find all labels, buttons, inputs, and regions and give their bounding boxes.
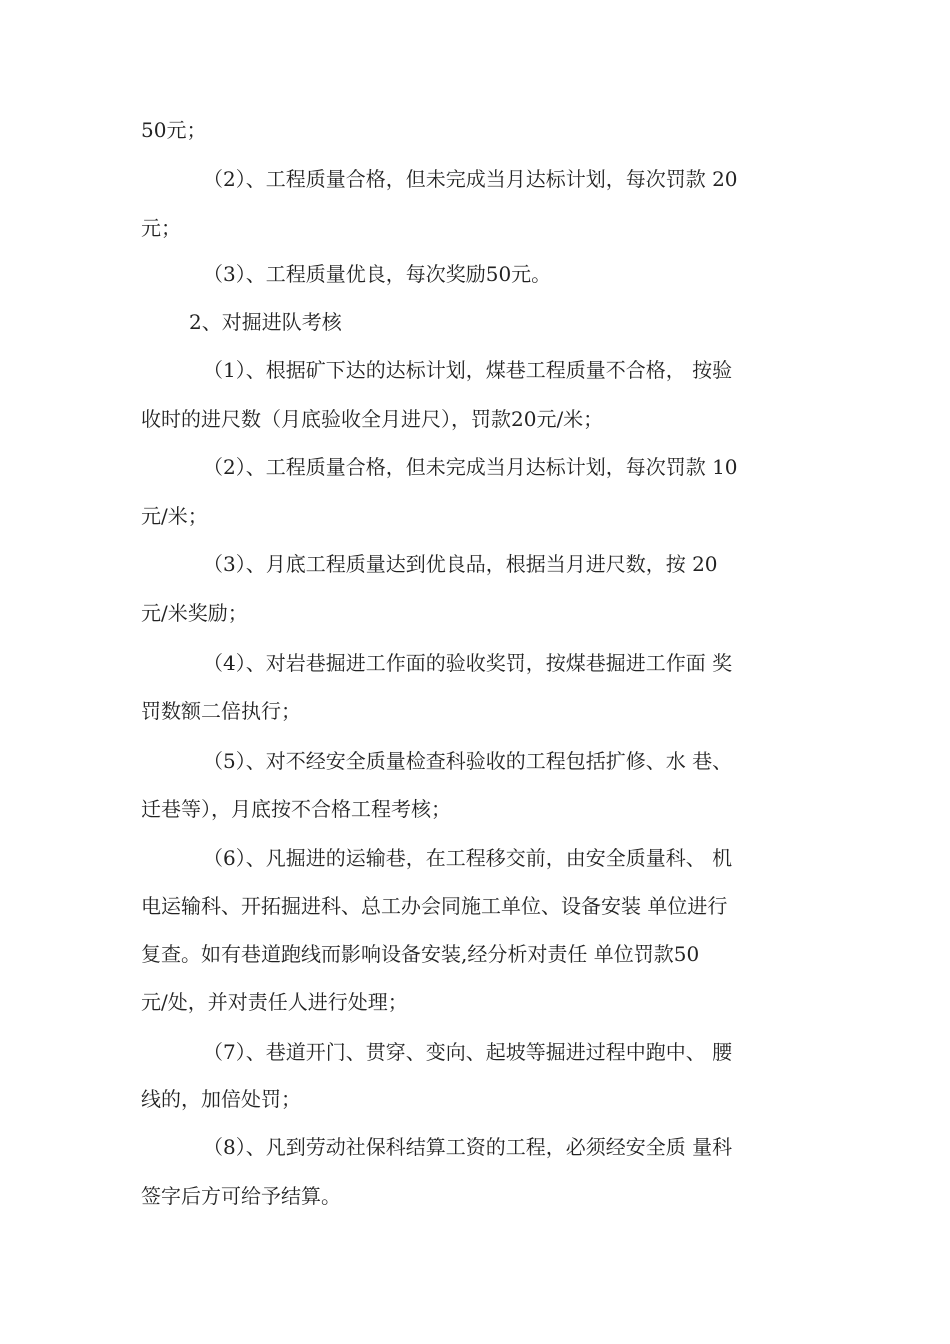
- text-line: （3）、工程质量优良，每次奖励50元。: [203, 262, 552, 286]
- text-line: （1）、根据矿下达的达标计划，煤巷工程质量不合格， 按验: [203, 358, 733, 382]
- text-line: （5）、对不经安全质量检查科验收的工程包括扩修、水 巷、: [203, 749, 733, 773]
- text-line: 罚数额二倍执行；: [141, 699, 301, 723]
- text-line: 电运输科、开拓掘进科、总工办会同施工单位、设备安装 单位进行: [141, 894, 728, 918]
- text-line: （2）、工程质量合格，但未完成当月达标计划，每次罚款 20: [203, 167, 738, 191]
- text-line: （3）、月底工程质量达到优良品，根据当月进尺数，按 20: [203, 552, 718, 576]
- text-line: （4）、对岩巷掘进工作面的验收奖罚，按煤巷掘进工作面 奖: [203, 651, 733, 675]
- text-line: 元/米奖励；: [141, 601, 248, 625]
- text-line: 元/米；: [141, 504, 208, 528]
- text-line: （2）、工程质量合格，但未完成当月达标计划，每次罚款 10: [203, 455, 738, 479]
- text-line: 迁巷等），月底按不合格工程考核；: [141, 797, 451, 821]
- text-line: 复查。如有巷道跑线而影响设备安装,经分析对责任 单位罚款50: [141, 942, 700, 966]
- text-line: 元；: [141, 216, 181, 240]
- text-line: 收时的进尺数（月底验收全月进尺），罚款20元/米；: [141, 407, 604, 431]
- text-line: （6）、凡掘进的运输巷，在工程移交前，由安全质量科、 机: [203, 846, 733, 870]
- text-line: （8）、凡到劳动社保科结算工资的工程，必须经安全质 量科: [203, 1135, 733, 1159]
- text-line: 签字后方可给予结算。: [141, 1184, 341, 1208]
- text-line: （7）、巷道开门、贯穿、变向、起坡等掘进过程中跑中、 腰: [203, 1040, 733, 1064]
- text-line: 50元；: [141, 118, 207, 142]
- section-heading: 2、对掘进队考核: [189, 310, 342, 334]
- text-line: 元/处，并对责任人进行处理；: [141, 990, 408, 1014]
- text-line: 线的，加倍处罚；: [141, 1087, 301, 1111]
